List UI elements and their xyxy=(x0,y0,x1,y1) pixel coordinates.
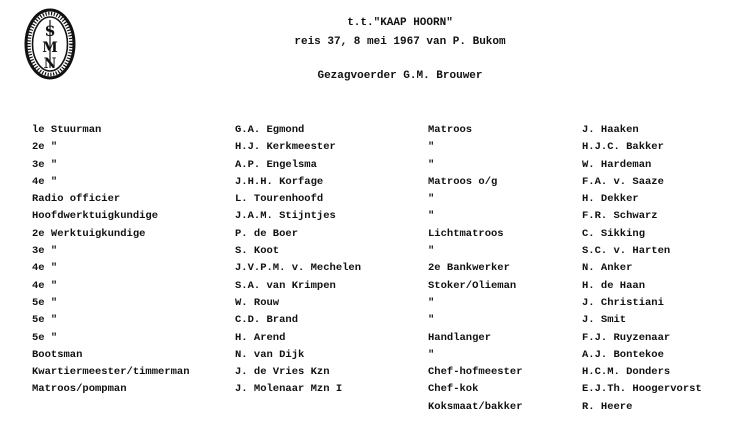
crew-name: J. Molenaar Mzn I xyxy=(235,383,343,396)
crew-name: R. Heere xyxy=(582,400,633,413)
rank-label: Lichtmatroos xyxy=(428,227,504,240)
crew-name: S.C. v. Harten xyxy=(582,245,671,258)
crew-name: P. de Boer xyxy=(235,227,299,240)
rank-label: Matroos/pompman xyxy=(32,383,127,396)
rank-label: Stoker/Olieman xyxy=(428,279,517,292)
crew-name: J.V.P.M. v. Mechelen xyxy=(235,262,362,275)
rank-label: 4e " xyxy=(32,262,58,275)
rank-label: Koksmaat/bakker xyxy=(428,400,523,413)
crew-name: H. de Haan xyxy=(582,279,646,292)
rank-label: Matroos o/g xyxy=(428,175,498,188)
rank-label: Hoofdwerktuigkundige xyxy=(32,210,159,223)
rank-label: Chef-hofmeester xyxy=(428,366,523,379)
ship-title: t.t."KAAP HOORN" xyxy=(347,17,453,29)
crew-name: J. Christiani xyxy=(582,296,664,309)
crew-name: J.H.H. Korfage xyxy=(235,175,324,188)
crew-name: N. Anker xyxy=(582,262,633,275)
crew-name: F.J. Ruyzenaar xyxy=(582,331,671,344)
crew-name: S.A. van Krimpen xyxy=(235,279,336,292)
rank-label: Kwartiermeester/timmerman xyxy=(32,366,190,379)
rank-label: 2e Werktuigkundige xyxy=(32,227,146,240)
rank-label: 2e Bankwerker xyxy=(428,262,510,275)
rank-label: le Stuurman xyxy=(32,124,102,136)
crew-name: N. van Dijk xyxy=(235,348,305,361)
captain-line: Gezagvoerder G.M. Brouwer xyxy=(317,70,483,82)
company-seal-logo xyxy=(24,8,76,80)
rank-label: 2e " xyxy=(32,141,58,154)
crew-name: S. Koot xyxy=(235,245,280,258)
crew-name: A.J. Bontekoe xyxy=(582,348,664,361)
crew-name: H.J.C. Bakker xyxy=(582,141,664,154)
rank-label: Matroos xyxy=(428,124,473,136)
svg-text:N: N xyxy=(43,56,57,72)
rank-label: 4e " xyxy=(32,175,58,188)
rank-label: " xyxy=(428,348,435,361)
rank-label: 5e " xyxy=(32,331,58,344)
crew-name: J.A.M. Stijntjes xyxy=(235,210,336,223)
crew-name: J. de Vries Kzn xyxy=(235,366,330,379)
crew-name: G.A. Egmond xyxy=(235,124,305,136)
left-ranks-column xyxy=(32,122,190,399)
rank-label: Handlanger xyxy=(428,331,492,344)
crew-name: C.D. Brand xyxy=(235,314,299,327)
crew-name: A.P. Engelsma xyxy=(235,158,317,171)
rank-label: " xyxy=(428,245,435,258)
crew-name: F.R. Schwarz xyxy=(582,210,658,223)
crew-name: J. Haaken xyxy=(582,124,639,136)
right-ranks-column xyxy=(428,122,523,416)
rank-label: 3e " xyxy=(32,245,58,258)
rank-label: Chef-kok xyxy=(428,383,479,396)
svg-text:S: S xyxy=(44,24,56,40)
rank-label: " xyxy=(428,193,435,206)
crew-name: F.A. v. Saaze xyxy=(582,175,664,188)
left-names-column xyxy=(235,122,361,399)
crew-name: W. Hardeman xyxy=(582,158,652,171)
crew-name: E.J.Th. Hoogervorst xyxy=(582,383,702,396)
rank-label: Radio officier xyxy=(32,193,121,206)
rank-label: 3e " xyxy=(32,158,58,171)
right-names-column xyxy=(582,122,702,416)
crew-name: L. Tourenhoofd xyxy=(235,193,324,206)
rank-label: " xyxy=(428,210,435,223)
crew-name: H. Arend xyxy=(235,331,286,344)
rank-label: 5e " xyxy=(32,296,58,309)
svg-text:M: M xyxy=(42,40,58,56)
rank-label: " xyxy=(428,158,435,171)
crew-name: C. Sikking xyxy=(582,227,646,240)
rank-label: Bootsman xyxy=(32,348,83,361)
rank-label: " xyxy=(428,314,435,327)
crew-name: H.J. Kerkmeester xyxy=(235,141,336,154)
crew-name: H. Dekker xyxy=(582,193,639,206)
rank-label: 5e " xyxy=(32,314,58,327)
crew-name: H.C.M. Donders xyxy=(582,366,671,379)
rank-label: 4e " xyxy=(32,279,58,292)
rank-label: " xyxy=(428,296,435,309)
crew-name: J. Smit xyxy=(582,314,627,327)
rank-label: " xyxy=(428,141,435,154)
crew-name: W. Rouw xyxy=(235,296,280,309)
voyage-line: reis 37, 8 mei 1967 van P. Bukom xyxy=(294,36,506,48)
